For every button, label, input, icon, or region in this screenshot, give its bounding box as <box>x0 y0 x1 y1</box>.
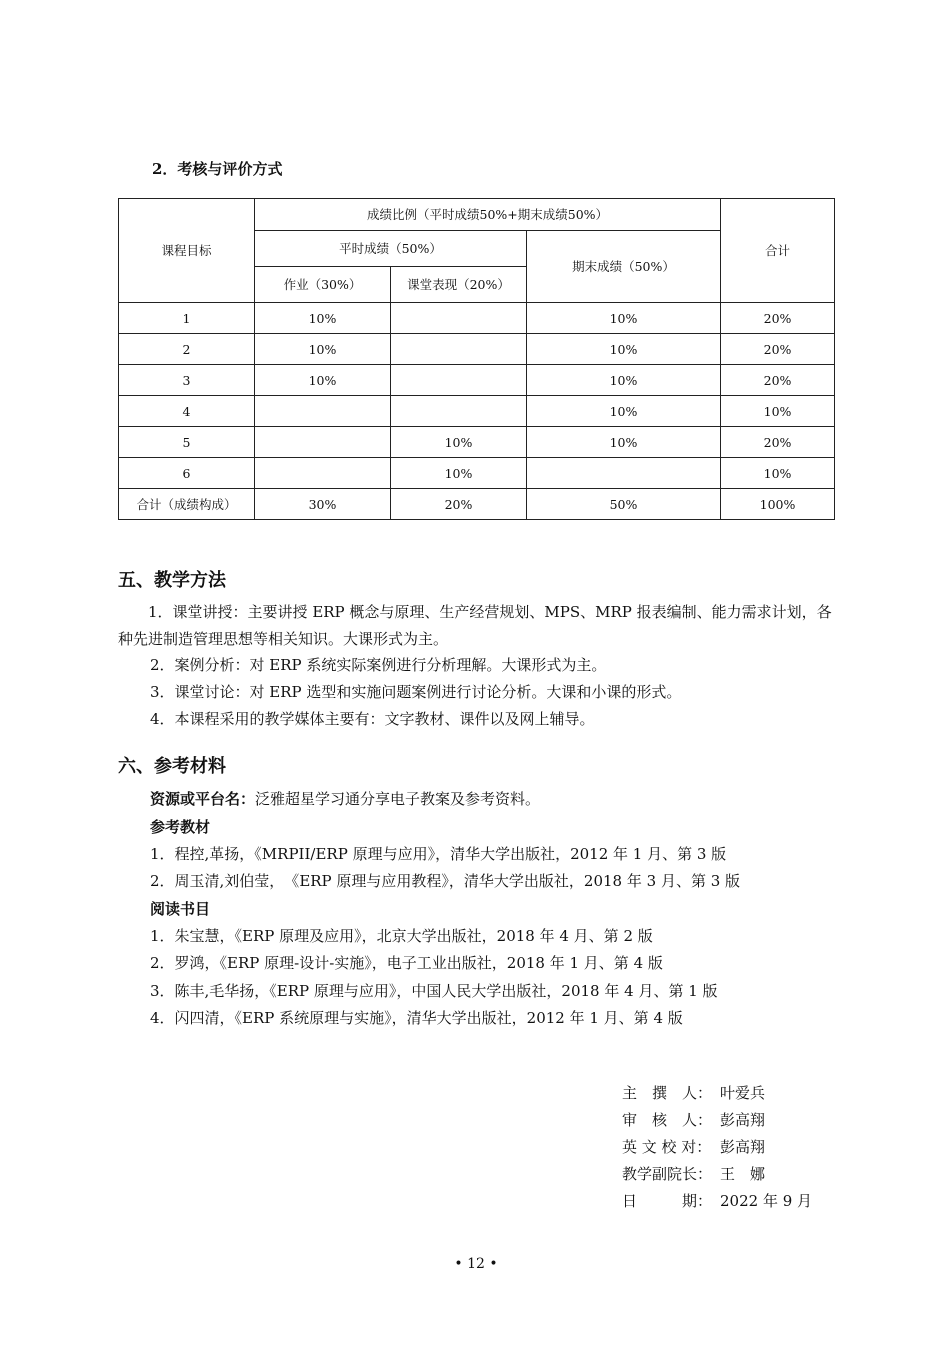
cell-homework: 10% <box>255 334 391 365</box>
textbook-item: 2．周玉清,刘伯莹， 《ERP 原理与应用教程》，清华大学出版社，2018 年 3 月、第 3 版 <box>150 872 741 890</box>
cell-goal: 2 <box>119 334 255 365</box>
table-row <box>119 334 835 365</box>
cell-goal: 3 <box>119 365 255 396</box>
header-homework: 作业（30%） <box>255 267 391 303</box>
cell-class <box>391 303 527 334</box>
signature-reviewer <box>622 1109 765 1130</box>
cell-homework <box>255 427 391 458</box>
cell-final: 10% <box>527 427 721 458</box>
method-paragraph-3: 3．课堂讨论：对 ERP 选型和实施问题案例进行讨论分析。大课和小课的形式。 <box>150 683 682 701</box>
cell-goal: 6 <box>119 458 255 489</box>
signature-value: 彭高翔 <box>720 1138 766 1156</box>
signature-label: 主 撰 人： <box>622 1084 713 1102</box>
cell-homework: 10% <box>255 365 391 396</box>
cell-final: 50% <box>527 489 721 520</box>
signature-value: 叶爱兵 <box>720 1084 766 1102</box>
header-regular: 平时成绩（50%） <box>255 231 527 267</box>
cell-class <box>391 396 527 427</box>
method-paragraph-4: 4．本课程采用的教学媒体主要有：文字教材、课件以及网上辅导。 <box>150 710 595 728</box>
cell-class <box>391 334 527 365</box>
cell-class: 10% <box>391 427 527 458</box>
signature-label: 教学副院长： <box>622 1165 713 1183</box>
header-course-goal: 课程目标 <box>119 199 255 303</box>
table-row <box>119 427 835 458</box>
section-references-title: 六、参考材料 <box>118 756 226 777</box>
cell-total: 10% <box>721 458 835 489</box>
cell-total: 20% <box>721 303 835 334</box>
cell-goal: 1 <box>119 303 255 334</box>
cell-total: 20% <box>721 334 835 365</box>
table-row <box>119 365 835 396</box>
cell-total: 100% <box>721 489 835 520</box>
cell-total: 10% <box>721 396 835 427</box>
signature-label: 日 期： <box>622 1192 713 1210</box>
signature-date <box>622 1190 812 1211</box>
assessment-subheading: 2．考核与评价方式 <box>152 160 283 178</box>
header-total: 合计 <box>721 199 835 303</box>
table-row-total <box>119 489 835 520</box>
reading-heading: 阅读书目 <box>150 900 211 918</box>
textbook-item: 1．程控,革扬，《MRPII/ERP 原理与应用》，清华大学出版社，2012 年 1 月、第 3 版 <box>150 845 727 863</box>
cell-final: 10% <box>527 396 721 427</box>
signature-author <box>622 1082 765 1103</box>
resource-line <box>150 788 540 809</box>
cell-final: 10% <box>527 365 721 396</box>
table-row <box>119 458 835 489</box>
cell-class: 20% <box>391 489 527 520</box>
assessment-table <box>118 198 835 520</box>
cell-final: 10% <box>527 303 721 334</box>
cell-final: 10% <box>527 334 721 365</box>
page-number: • 12 • <box>454 1256 498 1272</box>
signature-label: 英 文 校 对： <box>622 1138 712 1156</box>
header-ratio: 成绩比例（平时成绩50%+期末成绩50%） <box>255 199 721 231</box>
cell-homework <box>255 396 391 427</box>
textbook-heading: 参考教材 <box>150 818 211 836</box>
reading-item: 4．闪四清，《ERP 系统原理与实施》，清华大学出版社，2012 年 1 月、第 4 版 <box>150 1009 683 1027</box>
method-paragraph-2: 2．案例分析：对 ERP 系统实际案例进行分析理解。大课形式为主。 <box>150 656 607 674</box>
signature-english-proofreader <box>622 1136 765 1157</box>
cell-homework <box>255 458 391 489</box>
cell-total: 20% <box>721 365 835 396</box>
cell-final <box>527 458 721 489</box>
cell-class: 10% <box>391 458 527 489</box>
resource-label: 资源或平台名： <box>150 790 256 808</box>
section-teaching-methods-title: 五、教学方法 <box>118 570 226 591</box>
header-final: 期末成绩（50%） <box>527 231 721 303</box>
cell-total: 20% <box>721 427 835 458</box>
signature-vice-dean <box>622 1163 765 1184</box>
signature-value: 2022 年 9 月 <box>720 1192 813 1210</box>
signature-value: 王 娜 <box>720 1165 766 1183</box>
resource-text: 泛雅超星学习通分享电子教案及参考资料。 <box>255 790 541 808</box>
cell-goal: 合计（成绩构成） <box>119 489 255 520</box>
signature-label: 审 核 人： <box>622 1111 713 1129</box>
table-row <box>119 303 835 334</box>
reading-item: 2．罗鸿，《ERP 原理-设计-实施》，电子工业出版社，2018 年 1 月、第 4 版 <box>150 954 663 972</box>
table-row <box>119 396 835 427</box>
header-class: 课堂表现（20%） <box>391 267 527 303</box>
cell-homework: 10% <box>255 303 391 334</box>
method-paragraph-1: 1．课堂讲授：主要讲授 ERP 概念与原理、生产经营规划、MPS、MRP 报表编制、能力需求计划，各种先进制造管理思想等相关知识。大课形式为主。 <box>118 603 832 648</box>
cell-homework: 30% <box>255 489 391 520</box>
cell-goal: 5 <box>119 427 255 458</box>
cell-goal: 4 <box>119 396 255 427</box>
reading-item: 1．朱宝慧，《ERP 原理及应用》，北京大学出版社，2018 年 4 月、第 2 版 <box>150 927 653 945</box>
cell-class <box>391 365 527 396</box>
reading-item: 3．陈丰,毛华扬，《ERP 原理与应用》，中国人民大学出版社，2018 年 4 月、第 1 版 <box>150 982 718 1000</box>
signature-value: 彭高翔 <box>720 1111 766 1129</box>
